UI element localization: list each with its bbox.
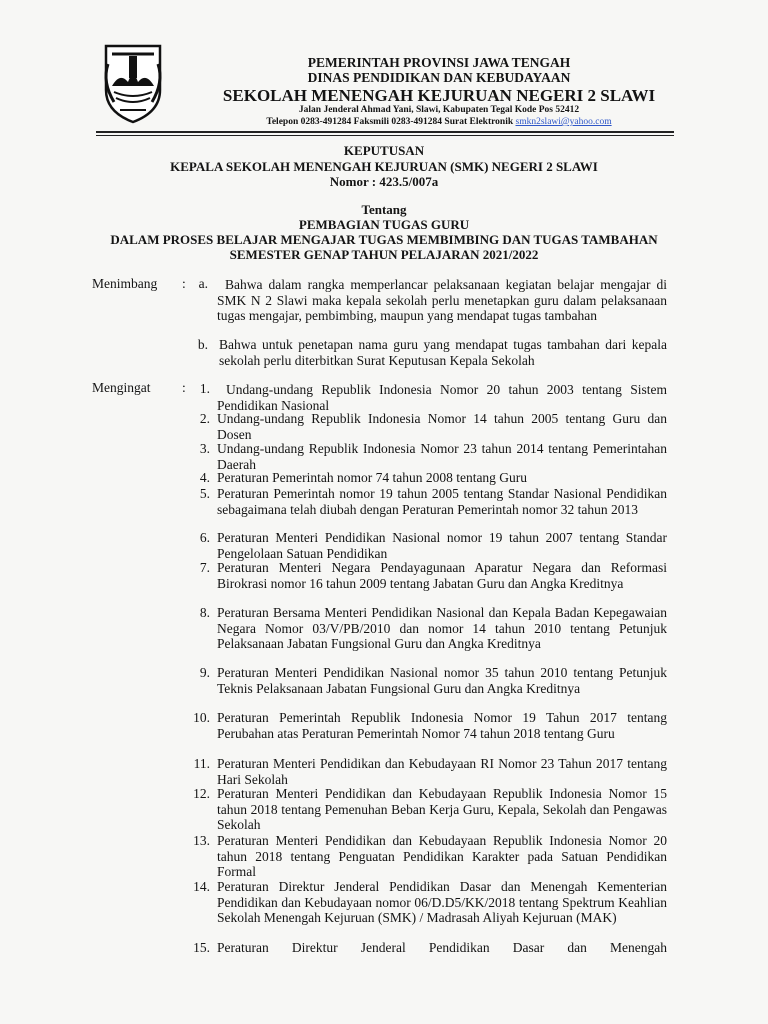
- letterhead-department: DINAS PENDIDIKAN DAN KEBUDAYAAN: [307, 70, 571, 85]
- list-marker: 5.: [199, 486, 210, 501]
- letterhead-divider: [96, 131, 674, 133]
- list-item: Peraturan Menteri Pendidikan Nasional nomor 19 tahun 2007 tentang Standar Pengelolaan Satuan Pendidikan: [217, 530, 667, 561]
- list-item: Undang-undang Republik Indonesia Nomor 20 tahun 2003 tentang Sistem Pendidikan Nasional: [217, 382, 667, 413]
- decree-title: KEPUTUSAN: [343, 143, 425, 158]
- decree-subject-line-2: DALAM PROSES BELAJAR MENGAJAR TUGAS MEMBIMBING DAN TUGAS TAMBAHAN: [110, 232, 658, 247]
- list-item: Undang-undang Republik Indonesia Nomor 23 tahun 2014 tentang Pemerintahan Daerah: [217, 441, 667, 472]
- list-item: Peraturan Pemerintah Republik Indonesia Nomor 19 Tahun 2017 tentang Perubahan atas Peraturan Pemerintah Nomor 74 tahun 2018 tentang Guru: [217, 710, 667, 741]
- letterhead-contact: Telepon 0283-491284 Faksmili 0283-491284 Surat Elektronik: [266, 117, 514, 127]
- list-marker: b.: [197, 337, 208, 352]
- list-marker: 10.: [193, 710, 210, 725]
- list-item: Peraturan Pemerintah nomor 74 tahun 2008 tentang Guru: [217, 470, 528, 485]
- list-item: Bahwa untuk penetapan nama guru yang mendapat tugas tambahan dari kepala sekolah perlu diterbitkan Surat Keputusan Kepala Sekolah: [219, 337, 667, 368]
- list-item: Peraturan Menteri Negara Pendayagunaan Aparatur Negara dan Reformasi Birokrasi nomor 16 tahun 2009 tentang Jabatan Guru dan Angka Kreditnya: [217, 560, 667, 591]
- letterhead-contact-line: [55, 117, 768, 127]
- decree-about: Tentang: [361, 202, 407, 217]
- decree-subject-line-3: SEMESTER GENAP TAHUN PELAJARAN 2021/2022: [229, 247, 539, 262]
- list-marker: 12.: [193, 786, 210, 801]
- letterhead-divider-thin: [96, 135, 674, 136]
- list-item: Peraturan Direktur Jenderal Pendidikan Dasar dan Menengah Kementerian Pendidikan dan Kebudayaan nomor 06/D.D5/KK/2018 tentang Spektrum Keahlian Sekolah Menengah Kejuruan (SMK) / Madrasah Aliyah Kejuruan (MAK): [217, 879, 667, 925]
- list-item: Undang-undang Republik Indonesia Nomor 14 tahun 2005 tentang Guru dan Dosen: [217, 411, 667, 442]
- email-link[interactable]: smkn2slawi@yahoo.com: [515, 117, 612, 127]
- decree-number: Nomor : 423.5/007a: [329, 174, 439, 189]
- decree-subtitle: KEPALA SEKOLAH MENENGAH KEJURUAN (SMK) NEGERI 2 SLAWI: [170, 159, 598, 174]
- list-item: Peraturan Menteri Pendidikan Nasional nomor 35 tahun 2010 tentang Petunjuk Teknis Pelaksanaan Jabatan Fungsional Guru dan Angka Kreditnya: [217, 665, 667, 696]
- list-item: Bahwa dalam rangka memperlancar pelaksanaan kegiatan belajar mengajar di SMK N 2 Slawi maka kepala sekolah perlu menetapkan guru dalam pelaksanaan tugas mengajar, pembimbing, maupun yang mendapat tugas tambahan: [217, 277, 667, 323]
- section-colon: :: [182, 276, 186, 291]
- section-colon: :: [182, 380, 186, 395]
- section-label-mengingat: Mengingat: [92, 380, 151, 395]
- list-item: Peraturan Direktur Jenderal Pendidikan Dasar dan Menengah: [217, 940, 667, 955]
- letterhead-address: Jalan Jenderal Ahmad Yani, Slawi, Kabupaten Tegal Kode Pos 52412: [298, 105, 580, 115]
- list-item: Peraturan Menteri Pendidikan dan Kebudayaan Republik Indonesia Nomor 20 tahun 2018 tentang Penguatan Pendidikan Karakter pada Satuan Pendidikan Formal: [217, 833, 667, 879]
- list-marker: 15.: [193, 940, 210, 955]
- list-item: Peraturan Menteri Pendidikan dan Kebudayaan RI Nomor 23 Tahun 2017 tentang Hari Sekolah: [217, 756, 667, 787]
- list-marker: 14.: [193, 879, 210, 894]
- list-marker: 9.: [199, 665, 210, 680]
- letterhead-government: PEMERINTAH PROVINSI JAWA TENGAH: [307, 55, 571, 70]
- list-item: Peraturan Bersama Menteri Pendidikan Nasional dan Kepala Badan Kepegawaian Negara Nomor 03/V/PB/2010 dan nomor 14 tahun 2010 tentang Petunjuk Pelaksanaan Jabatan Fungsional Guru dan Angka Kreditnya: [217, 605, 667, 651]
- list-marker: 11.: [193, 756, 210, 771]
- list-marker: 6.: [199, 530, 210, 545]
- list-item: Peraturan Menteri Pendidikan dan Kebudayaan Republik Indonesia Nomor 15 tahun 2018 tentang Pemenuhan Beban Kerja Guru, Kepala, Sekolah dan Pengawas Sekolah: [217, 786, 667, 832]
- list-marker: 2.: [199, 411, 210, 426]
- list-marker: 1.: [199, 381, 210, 396]
- list-marker: 3.: [199, 441, 210, 456]
- list-marker: 7.: [199, 560, 210, 575]
- list-marker: 13.: [193, 833, 210, 848]
- decree-subject-line-1: PEMBAGIAN TUGAS GURU: [298, 217, 470, 232]
- section-label-menimbang: Menimbang: [92, 276, 158, 291]
- list-marker: 8.: [199, 605, 210, 620]
- list-item: Peraturan Pemerintah nomor 19 tahun 2005 tentang Standar Nasional Pendidikan sebagaimana telah diubah dengan Peraturan Pemerintah nomor 32 tahun 2013: [217, 486, 667, 517]
- list-marker: a.: [198, 276, 208, 291]
- letterhead-school-name: SEKOLAH MENENGAH KEJURUAN NEGERI 2 SLAWI: [222, 86, 656, 105]
- list-marker: 4.: [199, 470, 210, 485]
